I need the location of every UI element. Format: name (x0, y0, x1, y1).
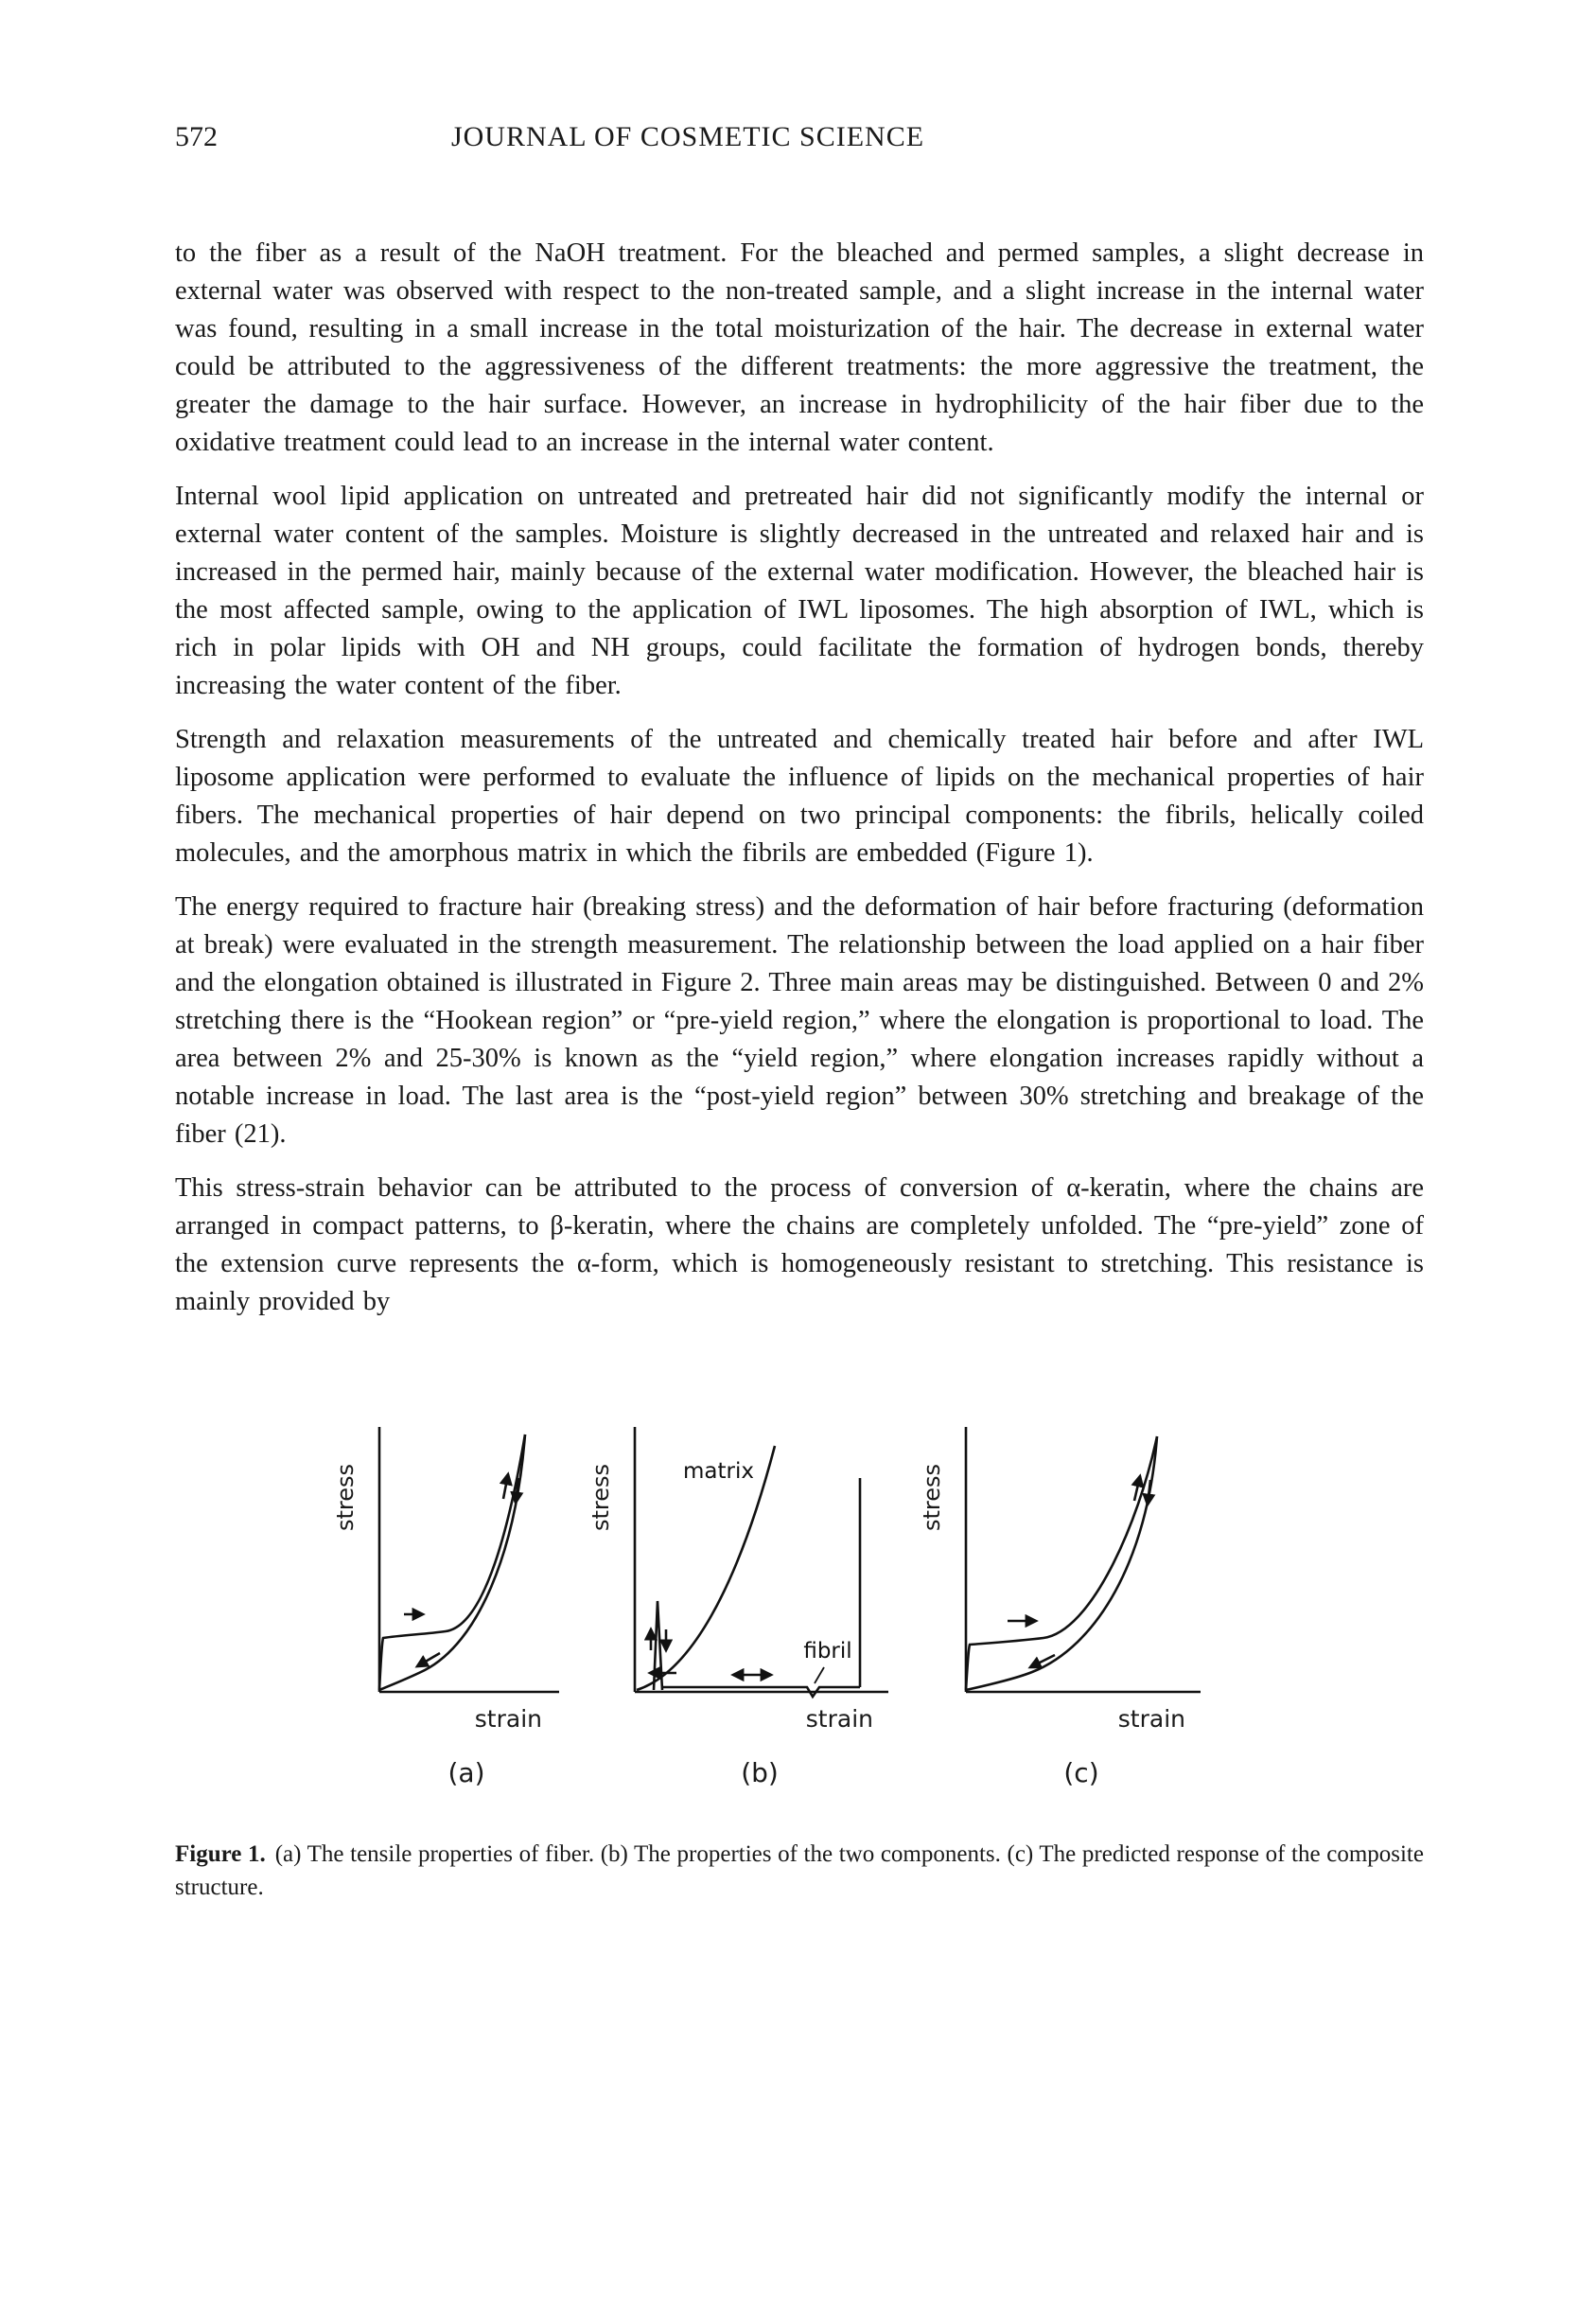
figure-caption-text: (a) The tensile properties of fiber. (b) The properties of the two components. (c) The predicted response of the composite structure. (175, 1841, 1424, 1900)
body-paragraph-4: The energy required to fracture hair (breaking stress) and the deformation of hair before fracturing (deformation at break) were evaluated in the strength measurement. The relationship between the load applied on a hair fiber and the elongation obtained is illustrated in Figure 2. Three main areas may be distinguished. Between 0 and 2% stretching there is the “Hookean region” or “pre-yield region,” where the elongation is proportional to load. The area between 2% and 25-30% is known as the “yield region,” where elongation increases rapidly without a notable increase in load. The last area is the “post-yield region” between 30% stretching and breakage of the fiber (21). (175, 892, 1424, 1149)
x-axis-label-a: strain (474, 1705, 542, 1733)
stress-strain-plot-a (366, 1419, 567, 1703)
figure-1 (175, 1419, 1424, 1904)
body-paragraph-5: This stress-strain behavior can be attributed to the process of conversion of α-keratin, where the chains are arranged in compact patterns, to β-keratin, where the chains are completely unfolded. The “pre-yield” zone of the extension curve represents the α-form, which is homogeneously resistant to stretching. This resistance is mainly provided by (175, 1173, 1424, 1316)
stress-strain-plot-c (953, 1419, 1210, 1703)
stress-strain-plot-b (622, 1419, 898, 1703)
fibril-annotation: fibril (803, 1639, 852, 1663)
figure-panel-a (324, 1419, 567, 1788)
y-axis-label-c: stress (919, 1463, 945, 1531)
figure-caption (175, 1838, 1424, 1904)
x-axis-label-c: strain (1117, 1705, 1185, 1733)
body-paragraph-2: Internal wool lipid application on untreated and pretreated hair did not significantly modify the internal or external water content of the samples. Moisture is slightly decreased in the untreated and relaxed hair and is increased in the permed hair, mainly because of the external water modification. However, the bleached hair is the most affected sample, owing to the application of IWL liposomes. The high absorption of IWL, which is rich in polar lipids with OH and NH groups, could facilitate the formation of hydrogen bonds, thereby increasing the water content of the fiber. (175, 482, 1424, 700)
panel-label-c: (c) (1063, 1757, 1099, 1788)
body-paragraph-1: to the fiber as a result of the NaOH treatment. For the bleached and permed samples, a slight decrease in external water was observed with respect to the non-treated sample, and a slight increase in the internal water was found, resulting in a small increase in the total moisturization of the hair. The decrease in external water could be attributed to the aggressiveness of the different treatments: the more aggressive the treatment, the greater the damage to the hair surface. However, an increase in hydrophilicity of the hair fiber due to the oxidative treatment could lead to an increase in the internal water content. (175, 238, 1424, 457)
panel-label-b: (b) (741, 1757, 779, 1788)
y-axis-label-b: stress (588, 1463, 614, 1531)
y-axis-label-a: stress (332, 1463, 359, 1531)
page-number: 572 (175, 121, 218, 152)
panel-label-a: (a) (447, 1757, 485, 1788)
x-axis-label-b: strain (805, 1705, 873, 1733)
figure-panel-b (580, 1419, 898, 1788)
matrix-annotation: matrix (683, 1459, 754, 1484)
page-header (175, 121, 1424, 167)
figure-panel-c (911, 1419, 1210, 1788)
figure-caption-label: Figure 1. (175, 1841, 266, 1867)
article-body (175, 235, 1424, 1321)
body-paragraph-3: Strength and relaxation measurements of the untreated and chemically treated hair before and after IWL liposome application were performed to evaluate the influence of lipids on the mechanical properties of hair fibers. The mechanical properties of hair depend on two principal components: the fibrils, helically coiled molecules, and the amorphous matrix in which the fibrils are embedded (Figure 1). (175, 725, 1424, 868)
journal-title: JOURNAL OF COSMETIC SCIENCE (450, 121, 925, 152)
figure-panels-row (324, 1419, 1424, 1788)
